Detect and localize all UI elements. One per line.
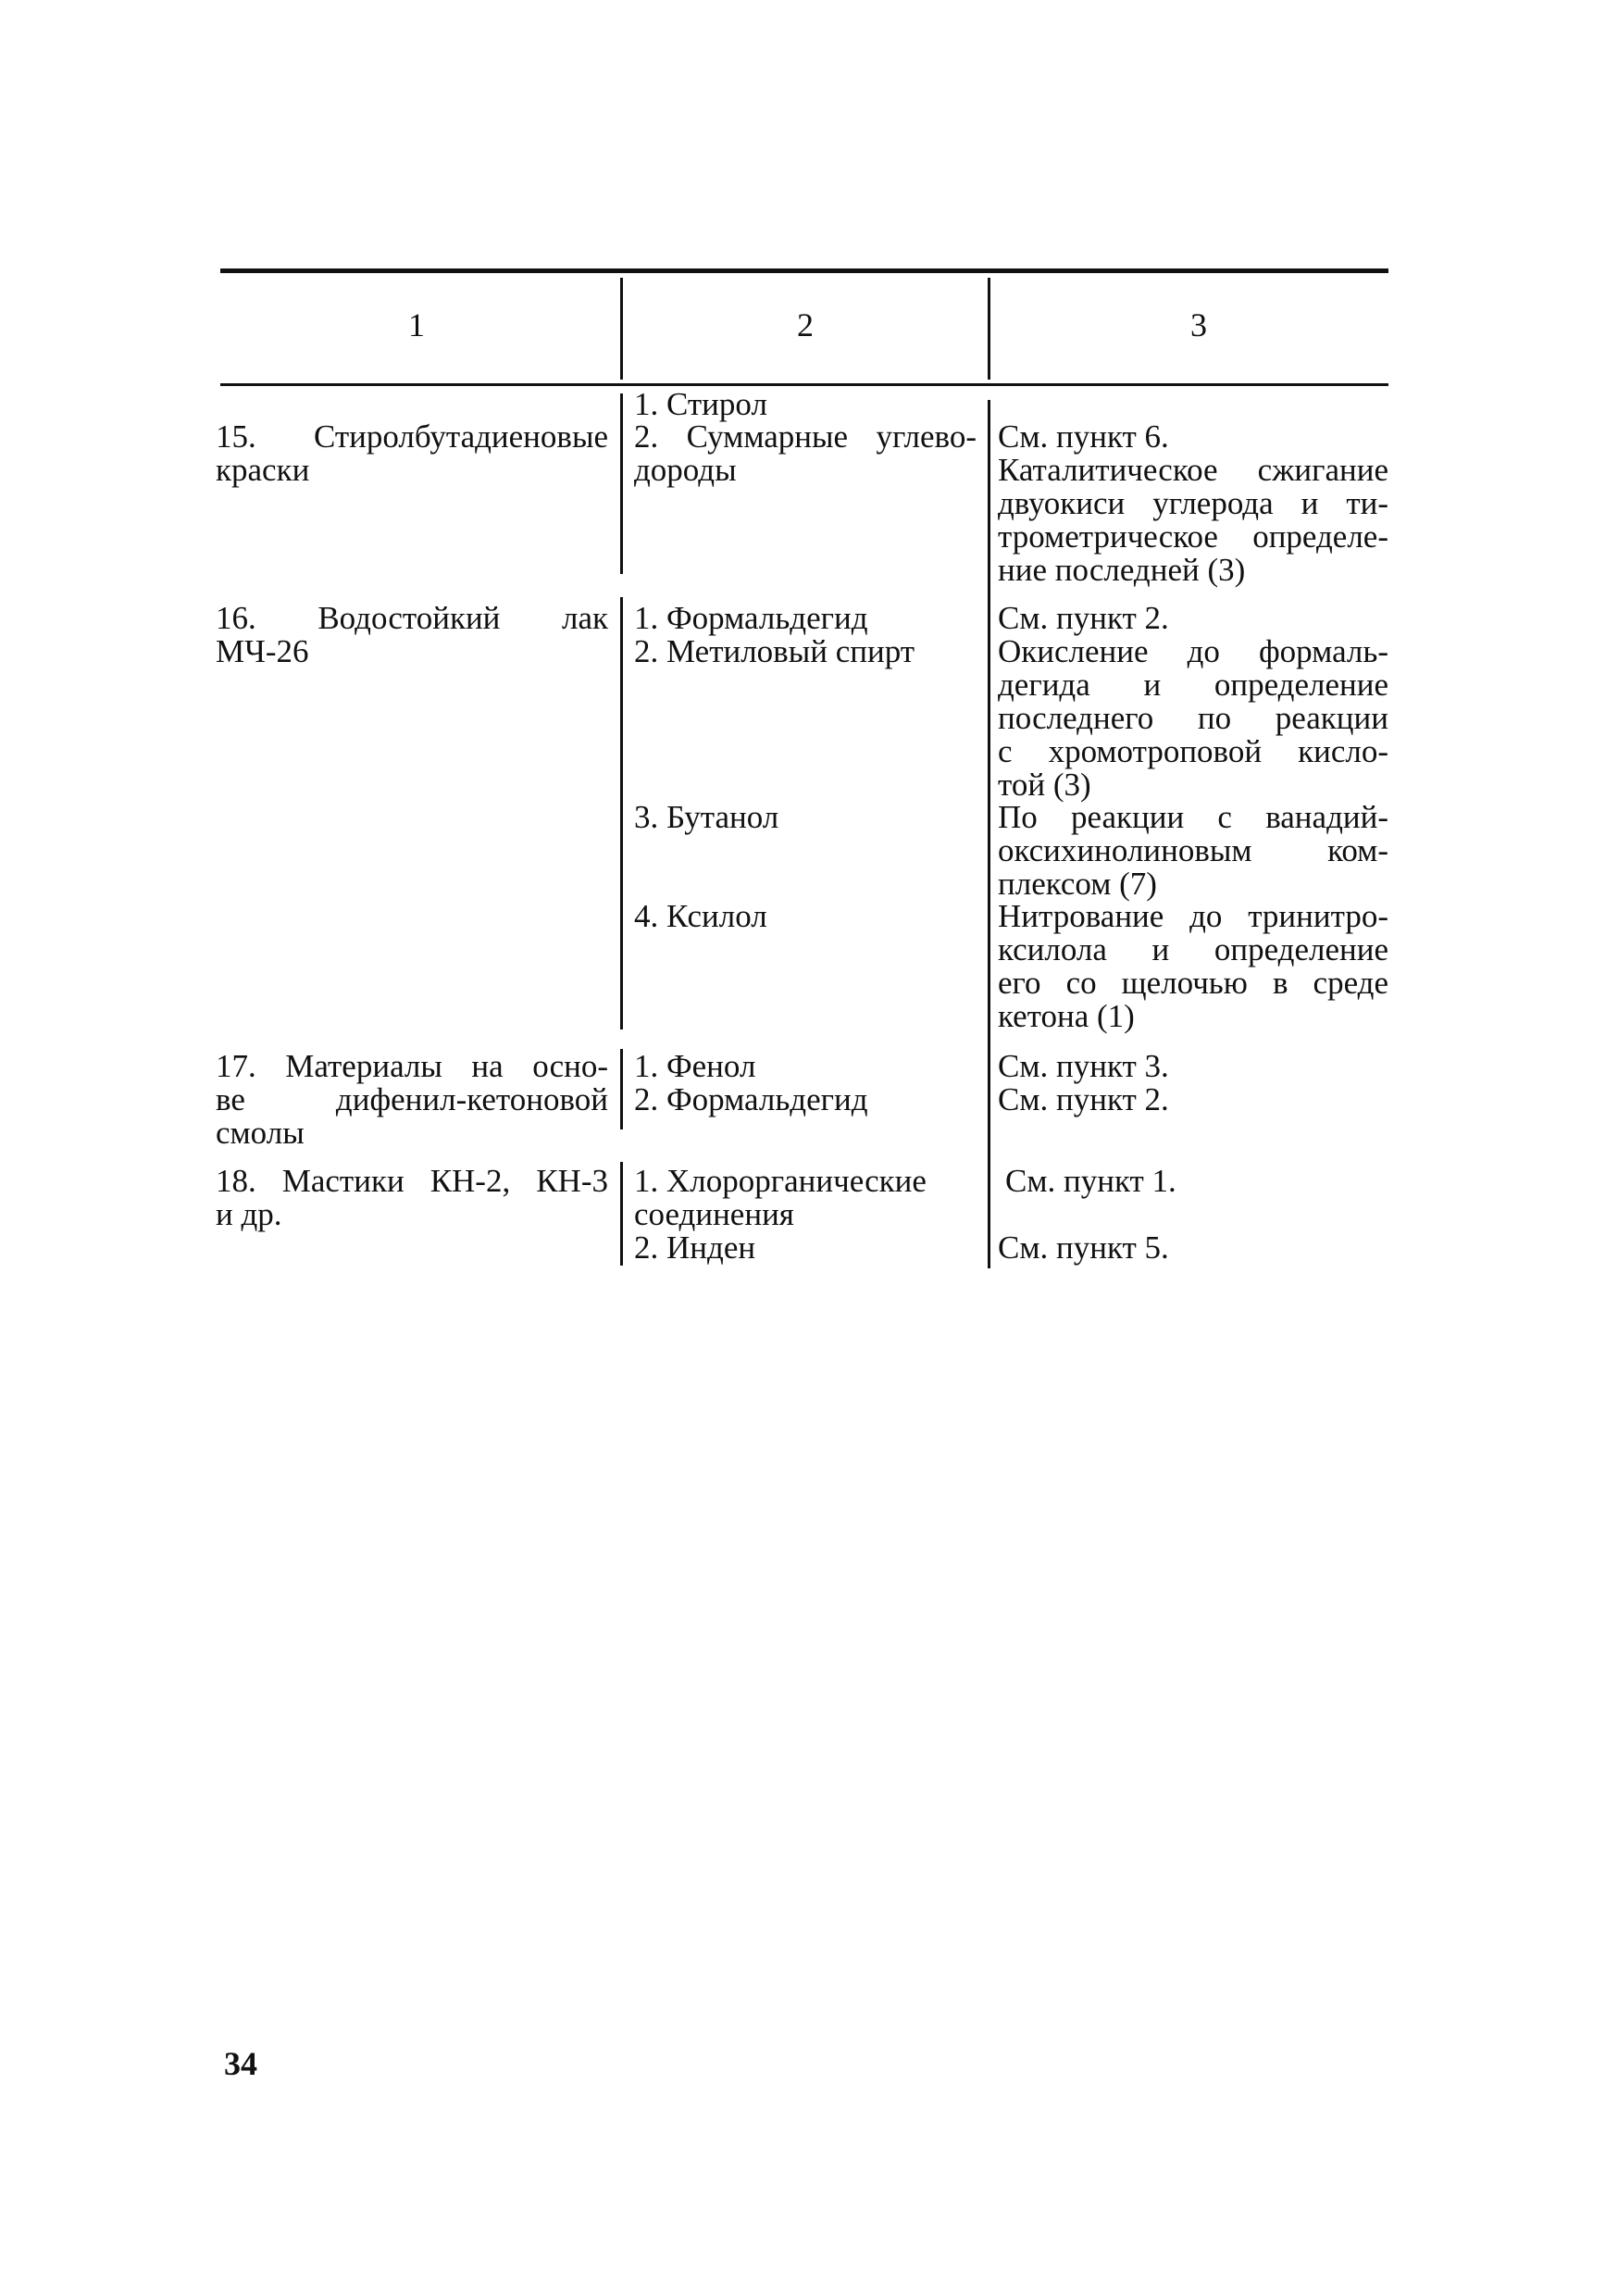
row16-item-1-wrap <box>216 602 608 635</box>
row17-item-2-wrap <box>216 1083 608 1117</box>
row16-method-12-wrap <box>998 967 1388 1000</box>
column-header-1: 1 <box>408 306 425 343</box>
row18-item-line1: 18. Мастики КН-2, КН-3 <box>216 1163 608 1199</box>
row15-method-5-wrap <box>998 554 1388 587</box>
row17-item-1-wrap <box>216 1050 608 1083</box>
row18-item-line2: и др. <box>216 1196 282 1232</box>
table-row-15-item <box>216 420 608 454</box>
row16-method-6: той (3) <box>998 767 1091 803</box>
row17-substance-2: 2. Формальдегид <box>634 1081 868 1117</box>
row16-method-1-wrap <box>998 602 1388 635</box>
row16-substance-4: 4. Ксилол <box>634 898 767 934</box>
row16-item-line2: МЧ-26 <box>216 633 309 669</box>
row16-substance-3: 3. Бутанол <box>634 799 779 835</box>
row16-method-7-wrap <box>998 801 1388 834</box>
row16-method-7: По реакции с ванадий- <box>998 799 1388 835</box>
header-divider-2 <box>988 278 990 380</box>
row16-method-5: с хромотроповой кисло- <box>998 733 1388 769</box>
row18-item-1-wrap <box>216 1165 608 1198</box>
row15-method-2-wrap <box>998 454 1388 487</box>
table-top-rule <box>220 268 1388 273</box>
row15-item-line2: краски <box>216 452 310 488</box>
row15-method-5: ние последней (3) <box>998 552 1246 588</box>
row17-method-2: См. пункт 2. <box>998 1081 1169 1117</box>
row15-method-4-wrap <box>998 520 1388 554</box>
row18-substance-2: соединения <box>634 1196 794 1232</box>
row15-substance-3-wrap <box>634 454 977 487</box>
row17-item-line3: смолы <box>216 1115 305 1151</box>
row15-method-1: См. пункт 6. <box>998 418 1169 455</box>
row17-method-1: См. пункт 3. <box>998 1048 1169 1084</box>
col-divider-1-row15 <box>620 393 623 574</box>
row16-item-line1: 16. Водостойкий лак <box>216 600 608 636</box>
row16-method-5-wrap <box>998 735 1388 768</box>
col-divider-1-row18 <box>620 1162 623 1266</box>
row16-method-1: См. пункт 2. <box>998 600 1169 636</box>
row16-substance-2-wrap <box>634 635 977 668</box>
col-divider-2 <box>988 400 990 1268</box>
row16-method-2-wrap <box>998 635 1388 668</box>
row15-substance-2-wrap <box>634 420 977 454</box>
row15-method-3: двуокиси углерода и ти- <box>998 485 1388 521</box>
row16-method-13: кетона (1) <box>998 998 1135 1034</box>
header-divider-1 <box>620 278 623 380</box>
col-divider-1-row16 <box>620 597 623 1029</box>
row16-method-11: ксилола и определение <box>998 931 1388 967</box>
row18-method-1: См. пункт 1. <box>1005 1163 1176 1199</box>
row15-method-1-wrap <box>998 420 1388 454</box>
row15-substance-2: 2. Суммарные углево- <box>634 418 977 455</box>
row17-substance-2-wrap <box>634 1083 977 1117</box>
row15-method-4: трометрическое определе- <box>998 518 1388 555</box>
row15-substance-1: 1. Стирол <box>634 386 767 422</box>
row18-substance-1: 1. Хлорорганические <box>634 1163 927 1199</box>
row16-method-8-wrap <box>998 834 1388 867</box>
row18-substance-3-wrap <box>634 1231 977 1265</box>
row16-method-3-wrap <box>998 668 1388 702</box>
row18-method-2-wrap <box>998 1231 1388 1265</box>
row17-item-line2: ве дифенил-кетоновой <box>216 1081 608 1117</box>
row17-item-3-wrap <box>216 1117 608 1150</box>
row15-substance-1-wrap <box>634 388 977 421</box>
row16-method-4-wrap <box>998 702 1388 735</box>
row16-method-9: плексом (7) <box>998 866 1157 902</box>
row18-substance-3: 2. Инден <box>634 1229 756 1266</box>
row17-substance-1-wrap <box>634 1050 977 1083</box>
row16-method-2: Окисление до формаль- <box>998 633 1388 669</box>
row16-substance-4-wrap <box>634 900 977 933</box>
row16-method-12: его со щелочью в среде <box>998 965 1388 1001</box>
row16-method-11-wrap <box>998 933 1388 967</box>
row17-substance-1: 1. Фенол <box>634 1048 756 1084</box>
row15-substance-3: дороды <box>634 452 737 488</box>
row16-substance-1-wrap <box>634 602 977 635</box>
row18-substance-1-wrap <box>634 1165 977 1198</box>
row16-method-10: Нитрование до тринитро- <box>998 898 1388 934</box>
column-header-3: 3 <box>1190 306 1207 343</box>
col-divider-1-row17 <box>620 1049 623 1129</box>
row15-item-line2-wrap <box>216 454 608 487</box>
row17-method-1-wrap <box>998 1050 1388 1083</box>
row16-substance-3-wrap <box>634 801 977 834</box>
row16-method-6-wrap <box>998 768 1388 802</box>
column-header-2: 2 <box>797 306 814 343</box>
row15-method-2: Каталитическое сжигание <box>998 452 1388 488</box>
row18-item-2-wrap <box>216 1198 608 1231</box>
row18-method-2: См. пункт 5. <box>998 1229 1169 1266</box>
row18-method-1-wrap <box>1005 1165 1388 1198</box>
row18-substance-2-wrap <box>634 1198 977 1231</box>
table-header-rule <box>220 383 1388 386</box>
row16-method-13-wrap <box>998 1000 1388 1033</box>
row17-method-2-wrap <box>998 1083 1388 1117</box>
row16-method-10-wrap <box>998 900 1388 933</box>
row16-method-9-wrap <box>998 867 1388 901</box>
row16-method-8: оксихинолиновым ком- <box>998 832 1388 868</box>
row16-substance-2: 2. Метиловый спирт <box>634 633 915 669</box>
row16-method-4: последнего по реакции <box>998 700 1388 736</box>
page-number: 34 <box>224 2045 257 2082</box>
row17-item-line1: 17. Материалы на осно- <box>216 1048 608 1084</box>
row15-method-3-wrap <box>998 487 1388 520</box>
row15-item-line1: 15. Стиролбутадиеновые <box>216 418 608 455</box>
row16-item-2-wrap <box>216 635 608 668</box>
row16-substance-1: 1. Формальдегид <box>634 600 868 636</box>
row16-method-3: дегида и определение <box>998 667 1388 703</box>
